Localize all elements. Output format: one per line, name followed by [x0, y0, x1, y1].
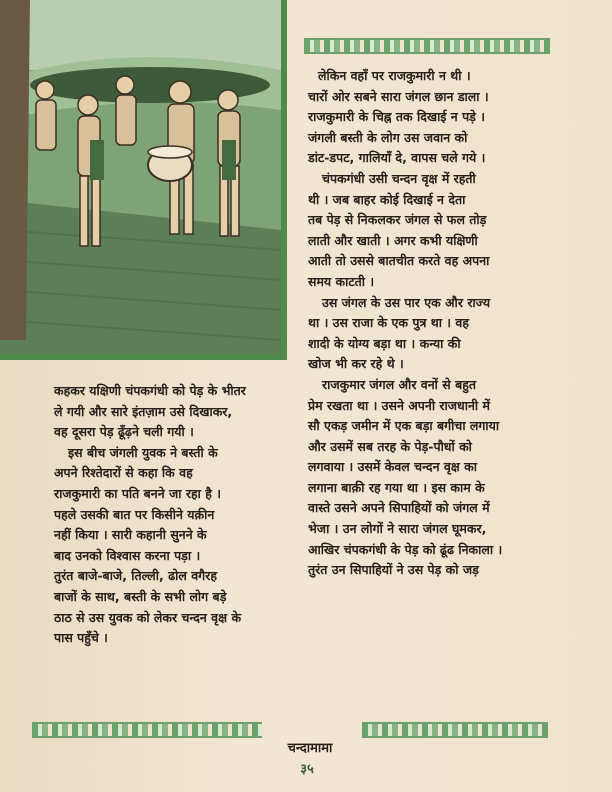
text-line: उस जंगल के उस पार एक और राज्य: [322, 294, 491, 310]
text-line: चारों ओर सबने सारा जंगल छान डाला ।: [308, 88, 489, 104]
text-line: था । उस राजा के एक पुत्र था । वह: [308, 315, 469, 331]
text-line: अपने रिश्तेदारों से कहा कि वह: [54, 465, 193, 481]
text-line: वह दूसरा पेड़ ढूँढ़ने चली गयी ।: [54, 424, 194, 440]
text-line: वास्ते उसने अपने सिपाहियों को जंगल में: [308, 500, 490, 516]
text-line: राजकुमारी के चिह्न तक दिखाई न पड़े ।: [308, 109, 485, 125]
text-line: तुरंत बाजे-बाजे, तिल्ली, ढोल वगैरह: [54, 568, 217, 584]
text-line: भेजा । उन लोगों ने सारा जंगल घूमकर,: [308, 521, 487, 537]
text-line: लगाना बाक़ी रह गया था । इस काम के: [308, 479, 485, 495]
bottom-right-border: [362, 722, 548, 738]
procession-illustration: [0, 0, 281, 354]
text-line: डांट-डपट, गालियाँ दे, वापस चले गये ।: [308, 150, 486, 166]
text-line: लेकिन वहाँ पर राजकुमारी न थी ।: [318, 68, 471, 83]
text-line: तुरंत उन सिपाहियों ने उस पेड़ को जड़: [308, 562, 479, 578]
text-line: और उसमें सब तरह के पेड़-पौधों को: [308, 438, 472, 454]
left-column: [54, 381, 290, 649]
text-line: तब पेड़ से निकलकर जंगल से फल तोड़: [308, 212, 487, 228]
text-line: राजकुमार जंगल और वनों से बहुत: [322, 376, 476, 392]
text-line: चंपकगंधी उसी चन्दन वृक्ष में रहती: [322, 170, 476, 186]
text-line: सौ एकड़ जमीन में एक बड़ा बगीचा लगाया: [308, 418, 500, 434]
text-line: थी । जब बाहर कोई दिखाई न देता: [308, 191, 466, 207]
text-line: कहकर यक्षिणी चंपकगंधी को पेड़ के भीतर: [54, 383, 246, 398]
text-line: बाद उनको विश्वास करना पड़ा ।: [54, 547, 201, 563]
text-line: राजकुमारी का पति बनने जा रहा है ।: [54, 485, 221, 501]
text-line: बाजों के साथ, बस्ती के सभी लोग बड़े: [54, 588, 227, 604]
text-line: लाती और खाती । अगर कभी यक्षिणी: [308, 232, 478, 248]
text-line: जंगली बस्ती के लोग उस जवान को: [308, 129, 468, 145]
bottom-left-border: [32, 722, 262, 738]
page-number: ३५: [300, 762, 314, 777]
text-line: लगवाया । उसमें केवल चन्दन वृक्ष का: [308, 459, 477, 475]
story-illustration: [0, 0, 287, 360]
right-column-top: [308, 66, 558, 581]
text-line: आखिर चंपकगंधी के पेड़ को ढूंढ निकाला ।: [308, 541, 503, 557]
text-line: पास पहुँचे ।: [54, 630, 108, 646]
text-line: इस बीच जंगली युवक ने बस्ती के: [68, 444, 218, 460]
text-line: आती तो उससे बातचीत करते वह अपना: [308, 253, 490, 269]
text-line: प्रेम रखता था । उसने अपनी राजधानी में: [308, 397, 490, 413]
text-line: पहले उसकी बात पर किसीने यक़ीन: [54, 506, 215, 522]
text-line: खोज भी कर रहे थे ।: [308, 356, 404, 372]
text-line: नहीं किया । सारी कहानी सुनने के: [54, 527, 207, 543]
text-line: शादी के योग्य बड़ा था । कन्या की: [308, 335, 461, 351]
text-line: ले गयी और सारे इंतज़ाम उसे दिखाकर,: [54, 403, 233, 419]
magazine-title: चन्दामामा: [287, 741, 333, 756]
text-line: ठाठ से उस युवक को लेकर चन्दन वृक्ष के: [54, 609, 242, 625]
text-line: समय काटती ।: [308, 273, 375, 289]
top-right-border: [304, 38, 550, 54]
